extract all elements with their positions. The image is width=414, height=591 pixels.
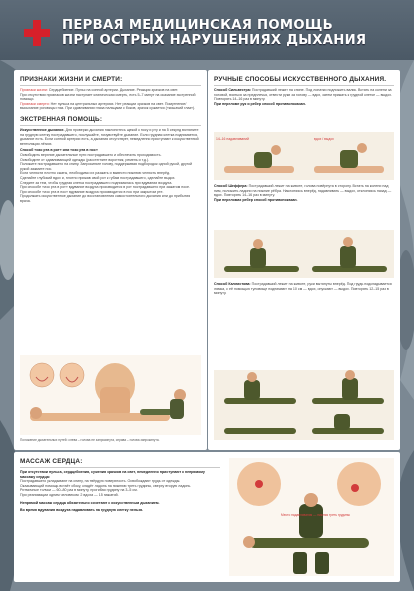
emergency-title: ЭКСТРЕННАЯ ПОМОЩЬ: xyxy=(20,115,103,123)
schafer-label: Способ Шеффера: xyxy=(214,184,248,188)
page-title xyxy=(62,18,412,48)
death-signs-text xyxy=(20,102,201,111)
header xyxy=(0,0,414,60)
divider xyxy=(20,467,220,468)
schafer-description: Пострадавший лежит на животе, голова повёрнута в сторону. Встать на колени над ним, положить ладони на нижние рёбра. Наклоняясь вперёд, надавливать — выдох, отклоняясь назад — вдох. Повторять 14–16 раз в минуту. xyxy=(214,184,392,198)
right-panel xyxy=(208,70,400,450)
title-line-1: ПЕРВАЯ МЕДИЦИНСКАЯ ПОМОЩЬ xyxy=(62,18,333,33)
life-signs-p2: При отсутствии признаков жизни наступает клиническая смерть, есть 5–7 минут на оказание экстренной помощи. xyxy=(20,92,196,102)
method-title: Способ «изо рта в рот» или «изо рта в нос» xyxy=(20,148,98,153)
method-item: Освободите от сдавливающей одежды (расстегните воротник, ремень и т.д.). xyxy=(20,157,150,162)
sylvester-method-illustration xyxy=(214,132,394,180)
cpr-paragraph: Пострадавшего укладывают на спину, на твёрдую поверхность. Освобождают грудь от одежды. xyxy=(20,479,181,484)
figure-caption: Положение дыхательных путей: слева – голова не запрокинута, справа – голова запрокинута. xyxy=(20,438,160,442)
kallistov-method-illustration xyxy=(214,370,394,440)
divider xyxy=(20,85,201,86)
figure-label: вдох / выдох xyxy=(314,137,334,141)
life-signs-text xyxy=(20,88,201,93)
emergency-p1: Для проверки дыхания наклонитесь щекой к носу и рту и на 5 секунд взгляните на грудную клетку пострадавшего, послушайте, почувствуйте дыхание. Если грудная клетка поднимается, дыхание есть. Если сонной артерии есть, а дыхания отсутствует, немедленно приступают к искусственной вентиляции лёгких. xyxy=(20,127,199,146)
sylvester-caption: При переломе рук и ребер способ противопоказан. xyxy=(214,101,306,106)
bottom-panel xyxy=(14,452,400,582)
figure-label: 14–16 надавливаний xyxy=(216,137,249,141)
cpr-paragraph: При реанимации одним человеком: 2 вдоха — 15 нажатий. xyxy=(20,492,119,497)
schafer-text xyxy=(214,184,394,198)
manual-methods-title: РУЧНЫЕ СПОСОБЫ ИСКУССТВЕННОГО ДЫХАНИЯ. xyxy=(214,76,387,83)
sylvester-text xyxy=(214,88,394,102)
cpr-paragraph: Ритмичные толчки — 60–80 раз в минуту, прогибая грудину на 3–5 см. xyxy=(20,488,138,493)
method-item: Освободить верхние дыхательные пути пострадавшего и обеспечить проходимость. xyxy=(20,152,162,157)
cpr-intro: При отсутствии пульса, сердцебиения, сужения зрачков на свет, немедленно приступают к непрямому массажу сердца: xyxy=(20,470,205,479)
kallistov-label: Способ Каллистова: xyxy=(214,282,251,286)
cpr-warning: Во время вдувания воздуха надавливать на грудную клетку нельзя. xyxy=(20,508,144,513)
kallistov-text xyxy=(214,282,394,296)
method-item: Следите за тем, чтобы грудная клетка пострадавшего поднималась при вдувании воздуха. xyxy=(20,180,173,185)
life-signs-label: Признаки жизни: xyxy=(20,88,48,92)
figure-caption: Место надавливания — нижняя треть грудины xyxy=(281,513,350,517)
left-panel xyxy=(14,70,207,450)
cpr-paragraph: Оказывающий помощь встаёт сбоку, кладёт ладонь на нижнюю треть грудины, сверху вторую ладонь. xyxy=(20,483,192,488)
method-item: Если челюсти плотно сжаты, необходимо их разжать и вывести нижнюю челюсть вперёд. xyxy=(20,171,171,176)
method-item: При способе «изо рта в рот» вдувание воздуха производится в рот пострадавшего при зажатом носе. xyxy=(20,185,191,190)
sylvester-description: Пострадавший лежит на спине. Под лопатки подложить валик. Встать на колени за головой, взяться за предплечья, отвести руки за голову — вдох, затем прижать к грудной клетке — выдох. Повторять 14–16 раз в минуту. xyxy=(214,88,392,102)
method-item: Сделайте глубокий вдох и, плотно прижав свой рот к губам пострадавшего, сделайте выдох. xyxy=(20,175,176,180)
divider xyxy=(20,125,201,126)
sylvester-label: Способ Сильвестра: xyxy=(214,88,251,92)
life-signs-p1: Сердцебиение. Пульс на сонной артерии. Дыхание. Реакция зрачков на свет. xyxy=(48,88,179,92)
title-line-2: ПРИ ОСТРЫХ НАРУШЕНИЯХ ДЫХАНИЯ xyxy=(62,33,367,48)
rescue-breathing-illustration xyxy=(20,355,201,435)
death-signs-p: Нет пульса на центральных артериях. Нет реакции зрачков на свет. Помутнение/высыхание роговицы глаз. При сдавливании глаза пальцами с боков, зрачок сужается («кошачий глаз»). xyxy=(20,101,196,111)
method-item: Положите пострадавшего на спину. Запрокиньте голову, поддерживая подбородок одной рукой, другой рукой зажмите нос. xyxy=(20,162,193,171)
life-signs-title: ПРИЗНАКИ ЖИЗНИ И СМЕРТИ: xyxy=(20,76,123,83)
emergency-text xyxy=(20,128,201,146)
kallistov-description: Пострадавший лежит на животе, руки вытянуты вперёд. Под грудь подкладывается лямка, с её помощью туловище поднимают на 10 см — вдох, опускают — выдох. Повторять 12–15 раз в минуту. xyxy=(214,282,392,296)
schafer-method-illustration xyxy=(214,230,394,278)
cpr-note: Непрямой массаж сердца обязательно сочетают с искусственным дыханием. xyxy=(20,500,160,505)
cpr-title: МАССАЖ СЕРДЦА: xyxy=(20,458,83,465)
method-item: Продолжать искусственное дыхание до восстановления самостоятельного дыхания или до прибытия врача. xyxy=(20,194,191,203)
death-signs-label: Признаки смерти: xyxy=(20,101,50,106)
red-cross-icon xyxy=(24,20,50,46)
emergency-label: Искусственное дыхание. xyxy=(20,127,65,132)
divider xyxy=(214,85,394,86)
schafer-caption: При переломах ребер способ противопоказан. xyxy=(214,197,298,202)
method-item: При способе «изо рта в нос» вдувание воздуха производится в нос при закрытом рте. xyxy=(20,189,164,194)
cpr-illustration xyxy=(229,458,394,576)
